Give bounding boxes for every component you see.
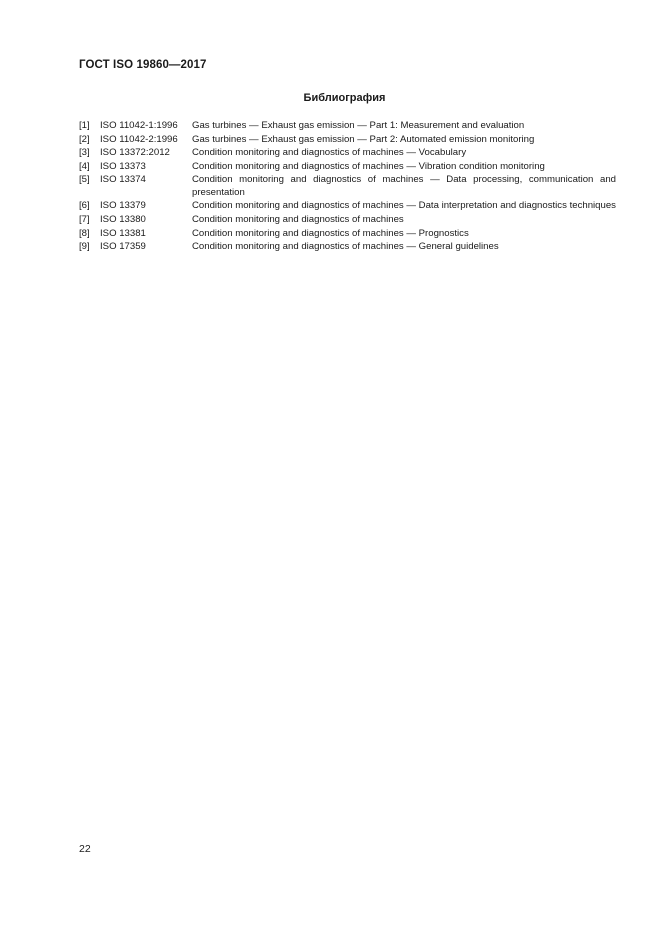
entry-standard-code: ISO 13380 [100, 213, 146, 225]
entry-title: Condition monitoring and diagnostics of machines — Data processing, communication and presentation [192, 174, 616, 198]
entry-title: Condition monitoring and diagnostics of machines — General guidelines [192, 241, 499, 253]
entry-standard-code: ISO 13379 [100, 200, 146, 212]
entry-standard-code: ISO 11042-1:1996 [100, 120, 178, 131]
entry-number: [7] [79, 213, 90, 225]
bibliography-list [79, 120, 616, 255]
entry-title: Condition monitoring and diagnostics of machines [192, 213, 404, 225]
entry-standard-code: ISO 13374 [100, 174, 146, 186]
entry-title: Condition monitoring and diagnostics of machines — Vibration condition monitoring [192, 160, 545, 172]
document-code-header: ГОСТ ISO 19860—2017 [79, 59, 207, 71]
bibliography-entry [79, 120, 616, 132]
page-number: 22 [79, 843, 91, 855]
entry-number: [9] [79, 241, 90, 253]
bibliography-title: Библиография [303, 92, 386, 104]
entry-number: [8] [79, 227, 90, 239]
bibliography-entry [79, 241, 616, 253]
bibliography-entry [79, 147, 616, 159]
bibliography-entry [79, 174, 616, 199]
entry-number: [6] [79, 200, 90, 212]
entry-standard-code: ISO 17359 [100, 241, 146, 253]
entry-standard-code: ISO 13381 [100, 227, 146, 239]
entry-title: Gas turbines — Exhaust gas emission — Part 2: Automated emission monitoring [192, 133, 535, 145]
entry-number: [2] [79, 133, 90, 145]
entry-number: [1] [79, 120, 90, 131]
entry-standard-code: ISO 11042-2:1996 [100, 133, 178, 145]
bibliography-entry [79, 214, 616, 226]
entry-title: Condition monitoring and diagnostics of machines — Vocabulary [192, 147, 467, 159]
entry-title: Condition monitoring and diagnostics of machines — Data interpretation and diagnostics techniques [192, 200, 616, 212]
entry-standard-code: ISO 13372:2012 [100, 147, 170, 159]
bibliography-entry [79, 161, 616, 173]
entry-number: [4] [79, 160, 90, 172]
entry-number: [3] [79, 147, 90, 159]
entry-number: [5] [79, 174, 90, 186]
bibliography-entry [79, 134, 616, 146]
entry-title: Condition monitoring and diagnostics of machines — Prognostics [192, 227, 469, 239]
entry-standard-code: ISO 13373 [100, 160, 146, 172]
bibliography-entry [79, 228, 616, 240]
bibliography-entry [79, 200, 616, 212]
entry-title: Gas turbines — Exhaust gas emission — Part 1: Measurement and evaluation [192, 120, 525, 131]
